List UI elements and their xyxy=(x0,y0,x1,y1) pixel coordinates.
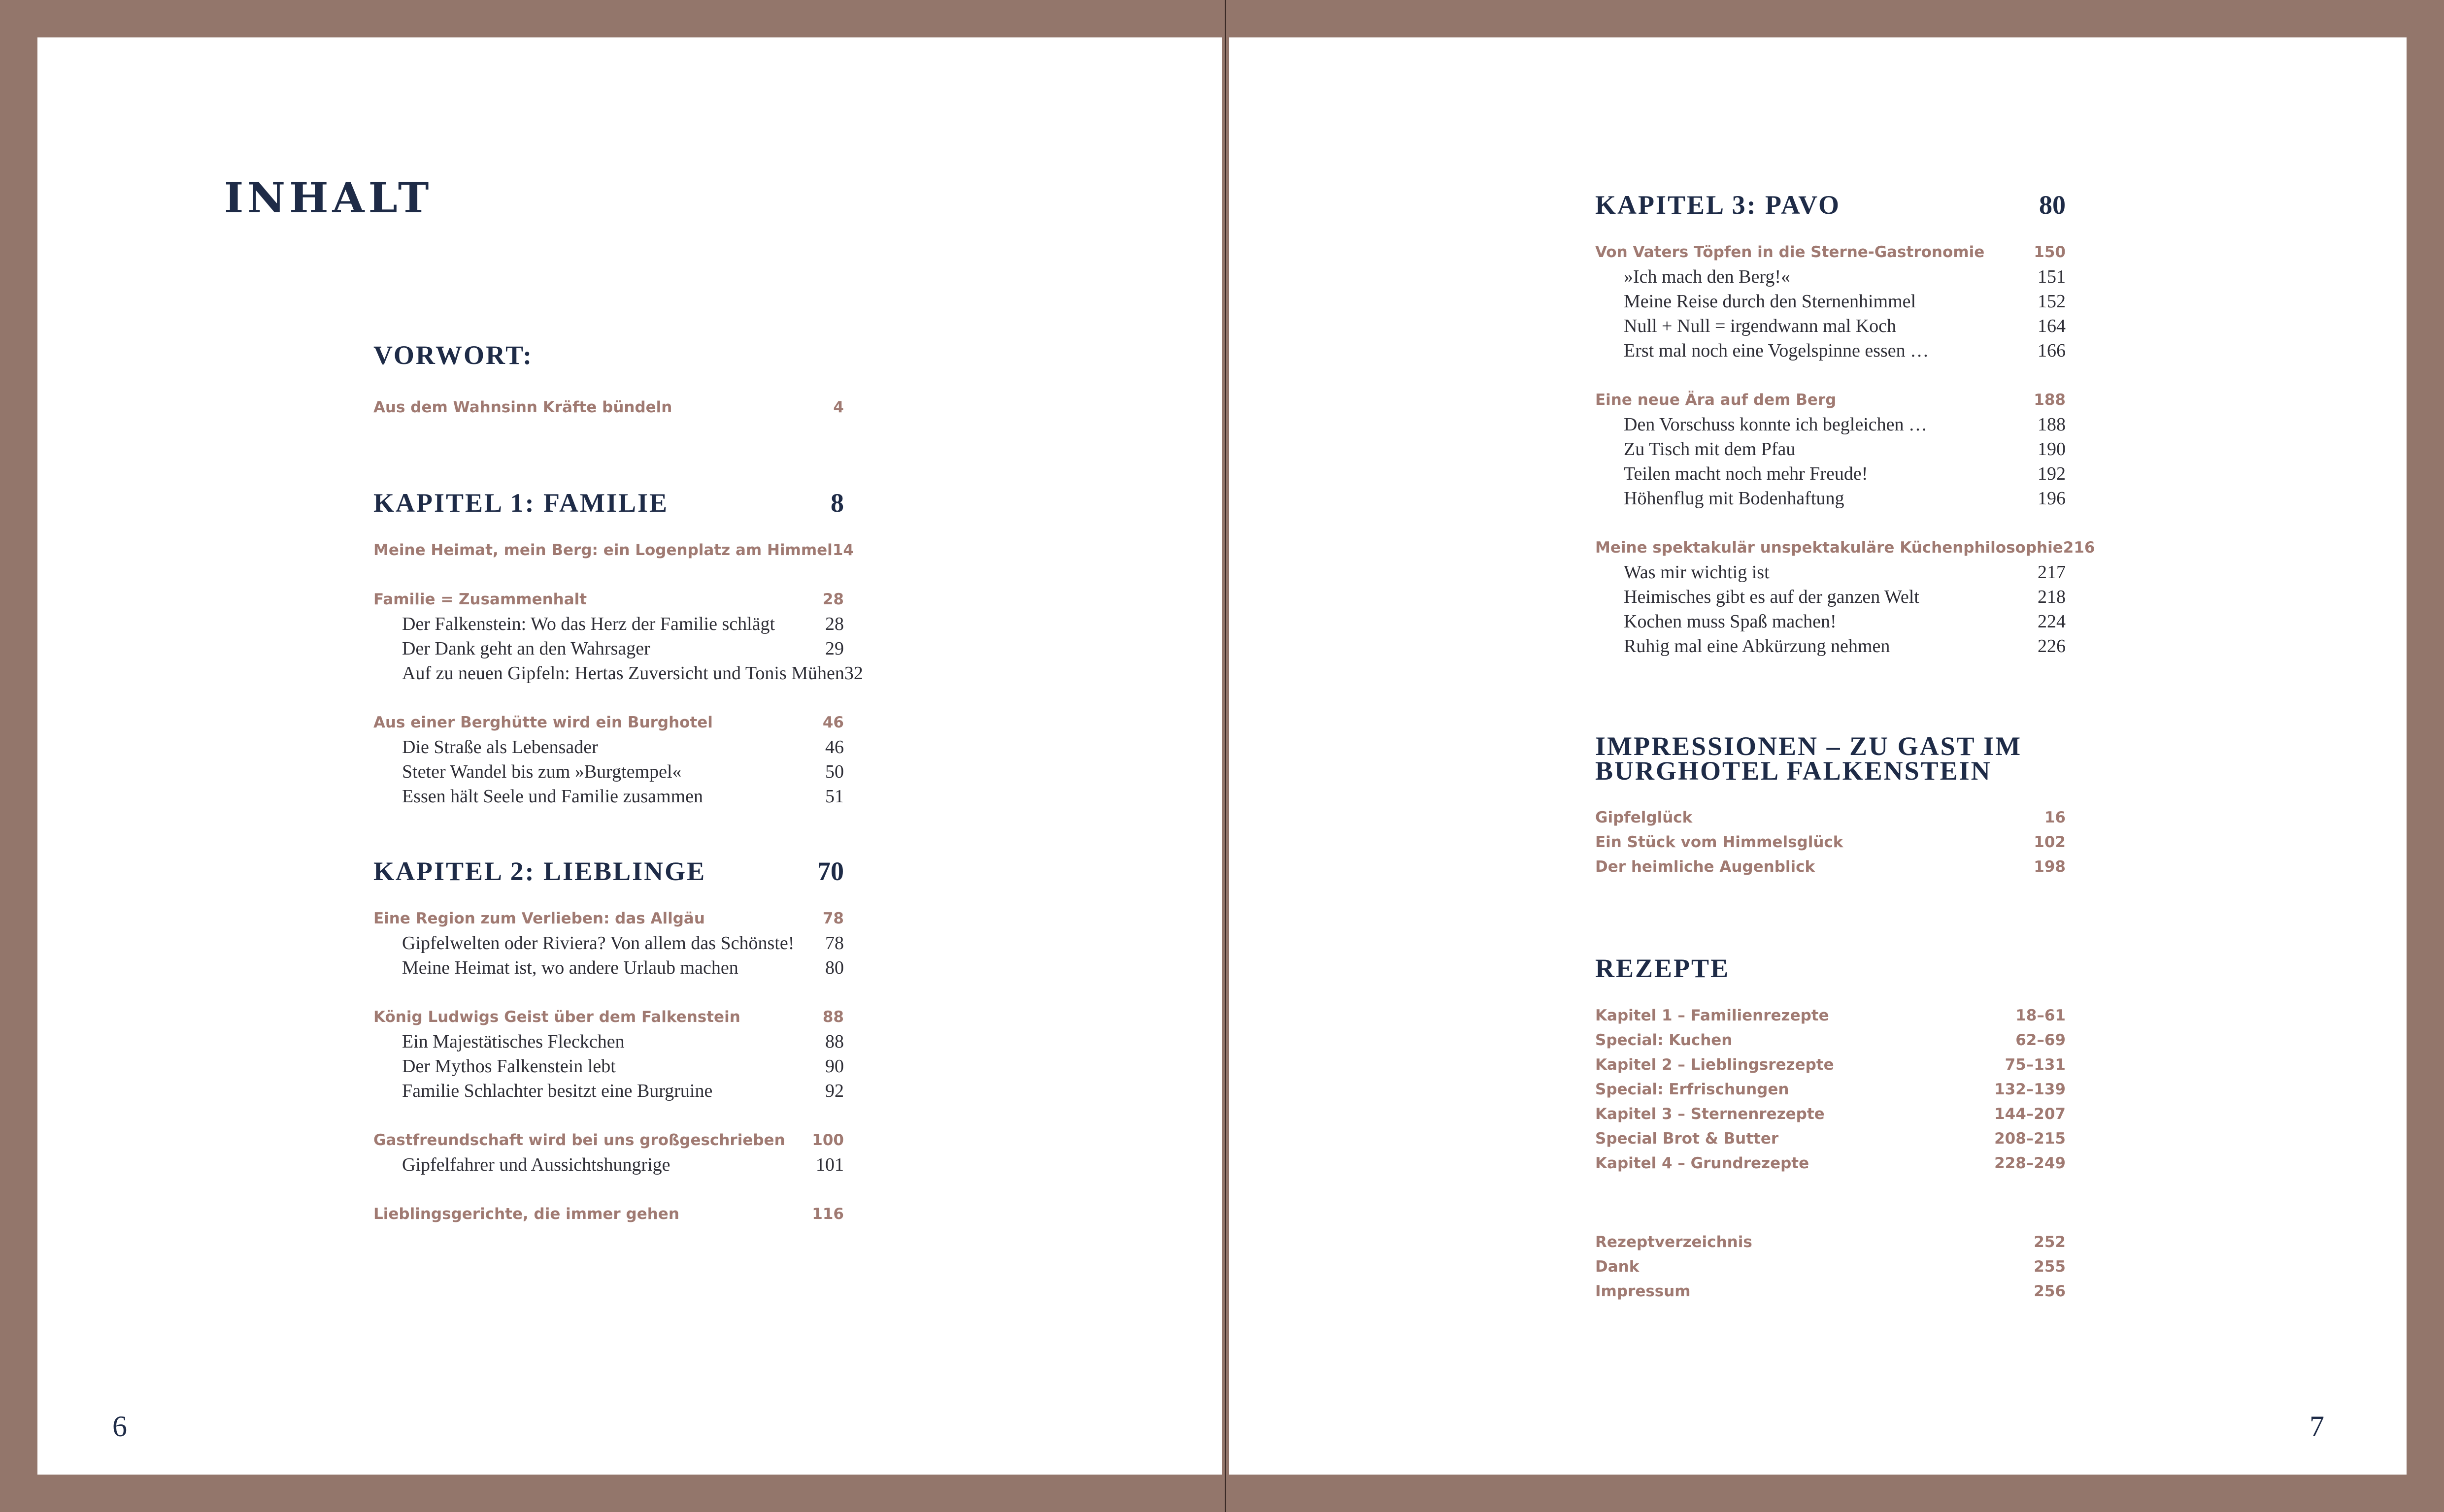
toc-subentry[interactable]: Zu Tisch mit dem Pfau 190 xyxy=(1624,439,2066,460)
toc-subentry[interactable]: Ein Majestätisches Fleckchen 88 xyxy=(402,1031,844,1052)
toc-section[interactable]: Von Vaters Töpfen in die Sterne-Gastronomie 150 xyxy=(1595,243,2066,261)
toc-subentry[interactable]: Der Dank geht an den Wahrsager 29 xyxy=(402,638,844,659)
toc-subentry[interactable]: Der Falkenstein: Wo das Herz der Familie schlägt 28 xyxy=(402,614,844,634)
chapter-heading[interactable]: KAPITEL 2: LIEBLINGE 70 xyxy=(373,856,844,886)
toc-subentry[interactable]: Erst mal noch eine Vogelspinne essen … 166 xyxy=(1624,340,2066,361)
toc-entry[interactable]: Ein Stück vom Himmelsglück 102 xyxy=(1595,833,2066,851)
toc-entry[interactable]: Kapitel 1 – Familienrezepte 18–61 xyxy=(1595,1007,2066,1024)
toc-section[interactable]: Eine Region zum Verlieben: das Allgäu 78 xyxy=(373,910,844,927)
toc-subentry[interactable]: Die Straße als Lebensader 46 xyxy=(402,737,844,757)
toc-section[interactable]: Meine spektakulär unspektakuläre Küchenphilosophie 216 xyxy=(1595,539,2095,557)
toc-subentry[interactable]: Was mir wichtig ist 217 xyxy=(1624,562,2066,583)
toc-section[interactable]: Familie = Zusammenhalt 28 xyxy=(373,591,844,608)
toc-section[interactable]: Aus einer Berghütte wird ein Burghotel 46 xyxy=(373,714,844,731)
toc-entry[interactable]: Kapitel 4 – Grundrezepte 228–249 xyxy=(1595,1154,2066,1172)
toc-subentry[interactable]: Essen hält Seele und Familie zusammen 51 xyxy=(402,786,844,807)
toc-entry[interactable]: Kapitel 3 – Sternenrezepte 144–207 xyxy=(1595,1105,2066,1123)
toc-left-column xyxy=(373,340,844,420)
toc-subentry[interactable]: Heimisches gibt es auf der ganzen Welt 218 xyxy=(1624,587,2066,607)
toc-subentry[interactable]: Meine Heimat ist, wo andere Urlaub machen 80 xyxy=(402,957,844,978)
rezepte-heading[interactable]: REZEPTE xyxy=(1595,953,1730,983)
chapter-heading[interactable]: KAPITEL 1: FAMILIE 8 xyxy=(373,488,844,518)
toc-section[interactable]: Lieblingsgerichte, die immer gehen 116 xyxy=(373,1205,844,1223)
toc-entry[interactable]: Aus dem Wahnsinn Kräfte bündeln 4 xyxy=(373,398,844,416)
toc-subentry[interactable]: Teilen macht noch mehr Freude! 192 xyxy=(1624,463,2066,484)
toc-section[interactable]: Gastfreundschaft wird bei uns großgeschrieben 100 xyxy=(373,1131,844,1149)
toc-subentry[interactable]: Null + Null = irgendwann mal Koch 164 xyxy=(1624,316,2066,336)
toc-subentry[interactable]: Meine Reise durch den Sternenhimmel 152 xyxy=(1624,291,2066,312)
toc-subentry[interactable]: Gipfelfahrer und Aussichtshungrige 101 xyxy=(402,1154,844,1175)
toc-subentry[interactable]: Höhenflug mit Bodenhaftung 196 xyxy=(1624,488,2066,509)
toc-subentry[interactable]: Ruhig mal eine Abkürzung nehmen 226 xyxy=(1624,636,2066,657)
toc-subentry[interactable]: Der Mythos Falkenstein lebt 90 xyxy=(402,1056,844,1077)
toc-entry[interactable]: Special Brot & Butter 208–215 xyxy=(1595,1130,2066,1148)
page-number-right: 7 xyxy=(2310,1410,2324,1443)
toc-section[interactable]: Eine neue Ära auf dem Berg 188 xyxy=(1595,391,2066,409)
toc-subentry[interactable]: »Ich mach den Berg!« 151 xyxy=(1624,266,2066,287)
toc-entry[interactable]: Special: Erfrischungen 132–139 xyxy=(1595,1081,2066,1098)
toc-subentry[interactable]: Gipfelwelten oder Riviera? Von allem das Schönste! 78 xyxy=(402,933,844,953)
toc-entry[interactable]: Rezeptverzeichnis 252 xyxy=(1595,1233,2066,1251)
toc-subentry[interactable]: Den Vorschuss konnte ich begleichen … 188 xyxy=(1624,414,2066,435)
toc-section[interactable]: König Ludwigs Geist über dem Falkenstein 88 xyxy=(373,1008,844,1026)
page-title: INHALT xyxy=(224,173,433,222)
toc-subentry[interactable]: Steter Wandel bis zum »Burgtempel« 50 xyxy=(402,761,844,782)
book-spine xyxy=(1225,0,1226,1512)
vorwort-heading: VORWORT: xyxy=(373,340,534,370)
toc-kapitel1 xyxy=(373,488,863,809)
toc-section[interactable]: Meine Heimat, mein Berg: ein Logenplatz am Himmel 14 xyxy=(373,541,854,559)
toc-subentry[interactable]: Kochen muss Spaß machen! 224 xyxy=(1624,611,2066,632)
toc-rezepte xyxy=(1595,953,2066,1176)
toc-entry[interactable]: Special: Kuchen 62–69 xyxy=(1595,1031,2066,1049)
page-number-left: 6 xyxy=(112,1410,127,1443)
chapter-heading[interactable]: KAPITEL 3: PAVO 80 xyxy=(1595,190,2066,220)
toc-entry[interactable]: Impressum 256 xyxy=(1595,1282,2066,1300)
impressionen-heading[interactable]: IMPRESSIONEN – ZU GAST IM BURGHOTEL FALKENSTEIN xyxy=(1595,731,2022,786)
toc-subentry[interactable]: Familie Schlachter besitzt eine Burgruine 92 xyxy=(402,1081,844,1101)
toc-entry[interactable]: Der heimliche Augenblick 198 xyxy=(1595,858,2066,876)
toc-entry[interactable]: Gipfelglück 16 xyxy=(1595,809,2066,826)
toc-kapitel3 xyxy=(1595,190,2095,658)
toc-kapitel2 xyxy=(373,856,844,1226)
toc-subentry[interactable]: Auf zu neuen Gipfeln: Hertas Zuversicht und Tonis Mühen 32 xyxy=(402,663,863,684)
toc-anhang xyxy=(1595,1230,2066,1304)
toc-entry[interactable]: Kapitel 2 – Lieblingsrezepte 75–131 xyxy=(1595,1056,2066,1074)
toc-entry[interactable]: Dank 255 xyxy=(1595,1258,2066,1276)
toc-impressionen xyxy=(1595,731,2066,879)
